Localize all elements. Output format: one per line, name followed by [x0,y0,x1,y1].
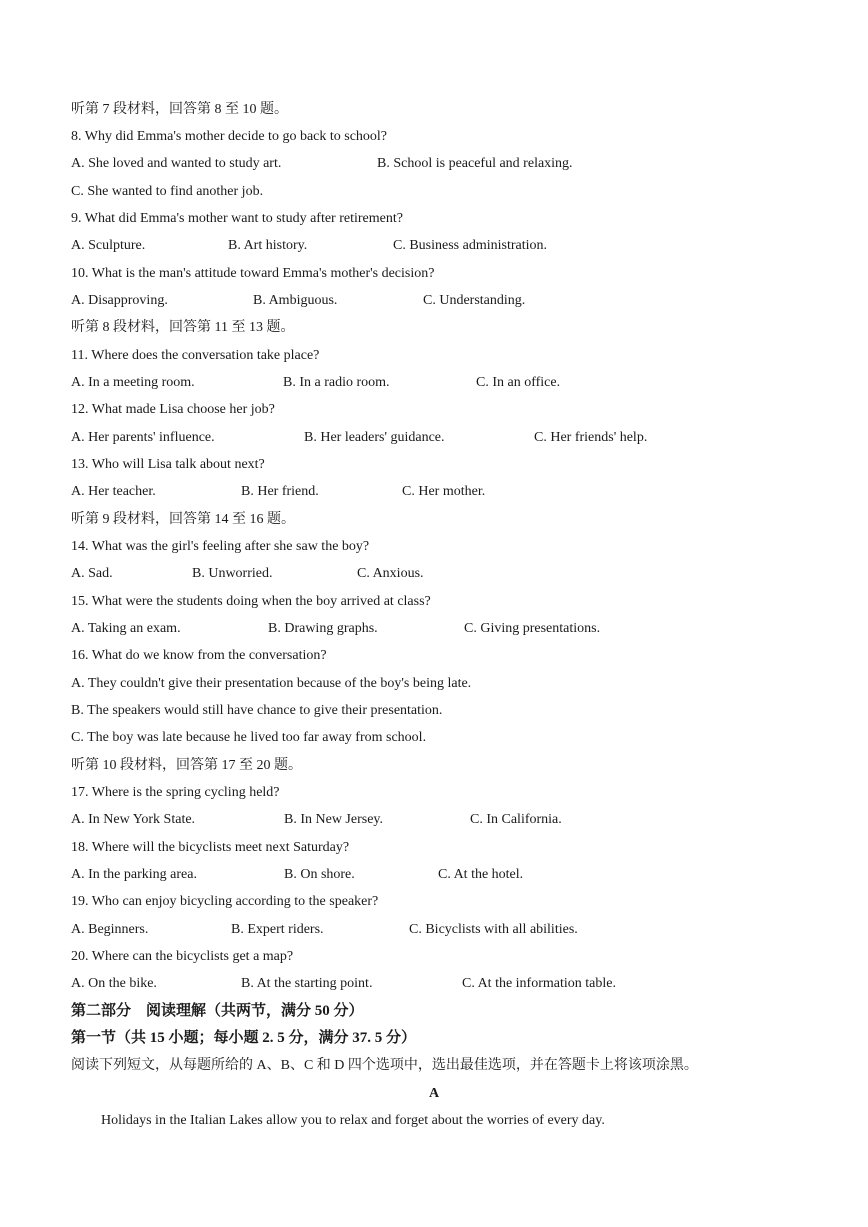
question-11-option-c: C. In an office. [476,375,561,390]
question-19-option-a: A. Beginners. [71,922,149,937]
question-12-options [71,429,791,447]
question-13-option-a: A. Her teacher. [71,484,156,499]
question-18-options [71,866,771,884]
question-8-options-row-1 [71,155,771,173]
section-7-intro: 听第 7 段材料，回答第 8 至 10 题。 [71,102,288,117]
question-16-option-a: A. They couldn't give their presentation because of the boy's being late. [71,676,472,691]
question-19: 19. Who can enjoy bicycling according to the speaker? [71,894,379,909]
reading-instructions: 阅读下列短文，从每题所给的 A、B、C 和 D 四个选项中，选出最佳选项，并在答题卡上将该项涂黑。 [71,1058,698,1073]
question-18: 18. Where will the bicyclists meet next Saturday? [71,840,350,855]
question-10-option-a: A. Disapproving. [71,293,168,308]
section-10-intro: 听第 10 段材料，回答第 17 至 20 题。 [71,758,302,773]
question-8-option-c: C. She wanted to find another job. [71,184,264,199]
question-10-option-b: B. Ambiguous. [253,293,338,308]
question-10-options [71,292,771,310]
question-10: 10. What is the man's attitude toward Emma's mother's decision? [71,266,435,281]
question-15: 15. What were the students doing when the boy arrived at class? [71,594,431,609]
question-9: 9. What did Emma's mother want to study after retirement? [71,211,403,226]
question-15-option-b: B. Drawing graphs. [268,621,378,636]
question-9-option-a: A. Sculpture. [71,238,146,253]
question-12-option-c: C. Her friends' help. [534,430,648,445]
question-18-option-b: B. On shore. [284,867,355,882]
question-20-option-a: A. On the bike. [71,976,157,991]
question-20-options [71,975,771,993]
question-18-option-a: A. In the parking area. [71,867,197,882]
question-20-option-b: B. At the starting point. [241,976,373,991]
section-1-heading: 第一节（共 15 小题；每小题 2. 5 分，满分 37. 5 分） [71,1030,417,1046]
question-11-option-b: B. In a radio room. [283,375,390,390]
question-12-option-a: A. Her parents' influence. [71,430,215,445]
question-13-options [71,483,771,501]
question-15-options [71,620,771,638]
question-9-option-b: B. Art history. [228,238,308,253]
question-13-option-c: C. Her mother. [402,484,486,499]
question-11: 11. Where does the conversation take place? [71,348,320,363]
question-14-option-c: C. Anxious. [357,566,424,581]
question-17-option-a: A. In New York State. [71,812,196,827]
question-12: 12. What made Lisa choose her job? [71,402,275,417]
question-18-option-c: C. At the hotel. [438,867,524,882]
question-14-option-b: B. Unworried. [192,566,273,581]
question-17-option-b: B. In New Jersey. [284,812,384,827]
question-17-option-c: C. In California. [470,812,562,827]
question-8-option-a: A. She loved and wanted to study art. [71,156,282,171]
question-8: 8. Why did Emma's mother decide to go back to school? [71,129,388,144]
part-2-heading: 第二部分 阅读理解（共两节，满分 50 分） [71,1003,364,1019]
question-13-option-b: B. Her friend. [241,484,319,499]
question-20: 20. Where can the bicyclists get a map? [71,949,294,964]
question-16: 16. What do we know from the conversation? [71,648,327,663]
question-8-option-b: B. School is peaceful and relaxing. [377,156,573,171]
passage-label: A [428,1086,440,1101]
question-10-option-c: C. Understanding. [423,293,526,308]
question-12-option-b: B. Her leaders' guidance. [304,430,445,445]
question-11-options [71,374,771,392]
question-11-option-a: A. In a meeting room. [71,375,195,390]
question-19-options [71,921,771,939]
question-13: 13. Who will Lisa talk about next? [71,457,265,472]
question-14: 14. What was the girl's feeling after she saw the boy? [71,539,370,554]
question-15-option-c: C. Giving presentations. [464,621,601,636]
section-8-intro: 听第 8 段材料，回答第 11 至 13 题。 [71,320,295,335]
question-9-option-c: C. Business administration. [393,238,547,253]
question-20-option-c: C. At the information table. [462,976,616,991]
question-19-option-c: C. Bicyclists with all abilities. [409,922,578,937]
question-14-options [71,565,771,583]
question-9-options [71,237,771,255]
question-17: 17. Where is the spring cycling held? [71,785,280,800]
question-15-option-a: A. Taking an exam. [71,621,181,636]
question-17-options [71,811,771,829]
question-19-option-b: B. Expert riders. [231,922,324,937]
question-14-option-a: A. Sad. [71,566,113,581]
section-9-intro: 听第 9 段材料，回答第 14 至 16 题。 [71,512,295,527]
passage-first-line: Holidays in the Italian Lakes allow you to relax and forget about the worries of every day. [101,1113,605,1128]
question-16-option-c: C. The boy was late because he lived too far away from school. [71,730,427,745]
question-16-option-b: B. The speakers would still have chance to give their presentation. [71,703,443,718]
